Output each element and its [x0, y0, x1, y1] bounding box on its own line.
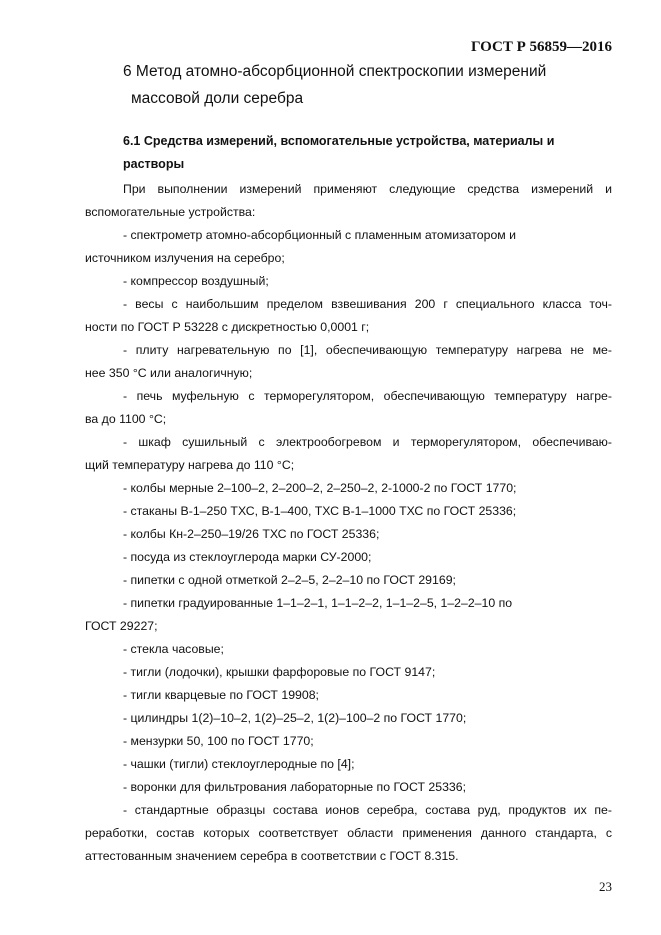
text-line: - тигли (лодочки), крышки фарфоровые по ГОСТ 9147;: [123, 665, 436, 679]
text-line: - колбы мерные 2–100–2, 2–200–2, 2–250–2, 2-1000-2 по ГОСТ 1770;: [123, 481, 517, 495]
subsection-title-line-1: 6.1 Средства измерений, вспомогательные устройства, материалы и: [123, 134, 555, 148]
section-title-line-1: 6 Метод атомно-абсорбционной спектроскопии измерений: [123, 63, 547, 80]
text-line: - стаканы В-1–250 ТХС, В-1–400, ТХС В-1–1000 ТХС по ГОСТ 25336;: [123, 504, 517, 518]
text-line: - пипетки градуированные 1–1–2–1, 1–1–2–2, 1–1–2–5, 1–2–2–10 по: [123, 596, 513, 610]
text-line: ности по ГОСТ Р 53228 с дискретностью 0,0001 г;: [85, 320, 370, 334]
text-line: - весы с наибольшим пределом взвешивания 200 г специального класса точ-: [123, 297, 612, 311]
section-title-line-2: массовой доли серебра: [131, 90, 304, 107]
text-line: - мензурки 50, 100 по ГОСТ 1770;: [123, 734, 314, 748]
text-line: - воронки для фильтрования лабораторные по ГОСТ 25336;: [123, 780, 467, 794]
text-line: - чашки (тигли) стеклоуглеродные по [4];: [123, 757, 355, 771]
text-line: нее 350 °С или аналогичную;: [85, 366, 253, 380]
text-line: реработки, состав которых соответствует области применения данного стандарта, с: [85, 826, 612, 840]
text-line: - стекла часовые;: [123, 642, 224, 656]
standard-designation: ГОСТ Р 56859—2016: [470, 39, 612, 55]
text-line: - колбы Кн-2–250–19/26 ТХС по ГОСТ 25336;: [123, 527, 380, 541]
text-line: - шкаф сушильный с электрообогревом и терморегулятором, обеспечиваю-: [123, 435, 612, 449]
text-line: - компрессор воздушный;: [123, 274, 269, 288]
text-line: - посуда из стеклоуглерода марки СУ-2000;: [123, 550, 372, 564]
text-line: - спектрометр атомно-абсорбционный с пламенным атомизатором и: [123, 228, 517, 242]
text-line: При выполнении измерений применяют следующие средства измерений и: [123, 182, 612, 196]
text-line: аттестованным значением серебра в соответствии с ГОСТ 8.315.: [85, 849, 459, 863]
text-line: источником излучения на серебро;: [85, 251, 285, 265]
text-line: - стандартные образцы состава ионов серебра, состава руд, продуктов их пе-: [123, 803, 612, 817]
text-line: ГОСТ 29227;: [85, 619, 158, 633]
text-line: вспомогательные устройства:: [85, 205, 256, 219]
page-number: 23: [599, 879, 612, 894]
text-line: щий температуру нагрева до 110 °С;: [85, 458, 295, 472]
subsection-title-line-2: растворы: [123, 157, 185, 171]
text-line: - цилиндры 1(2)–10–2, 1(2)–25–2, 1(2)–100–2 по ГОСТ 1770;: [123, 711, 467, 725]
text-line: - плиту нагревательную по [1], обеспечивающую температуру нагрева не ме-: [123, 343, 612, 357]
text-line: - пипетки с одной отметкой 2–2–5, 2–2–10 по ГОСТ 29169;: [123, 573, 456, 587]
text-line: - тигли кварцевые по ГОСТ 19908;: [123, 688, 319, 702]
text-line: - печь муфельную с терморегулятором, обеспечивающую температуру нагре-: [123, 389, 612, 403]
text-line: ва до 1100 °С;: [85, 412, 167, 426]
